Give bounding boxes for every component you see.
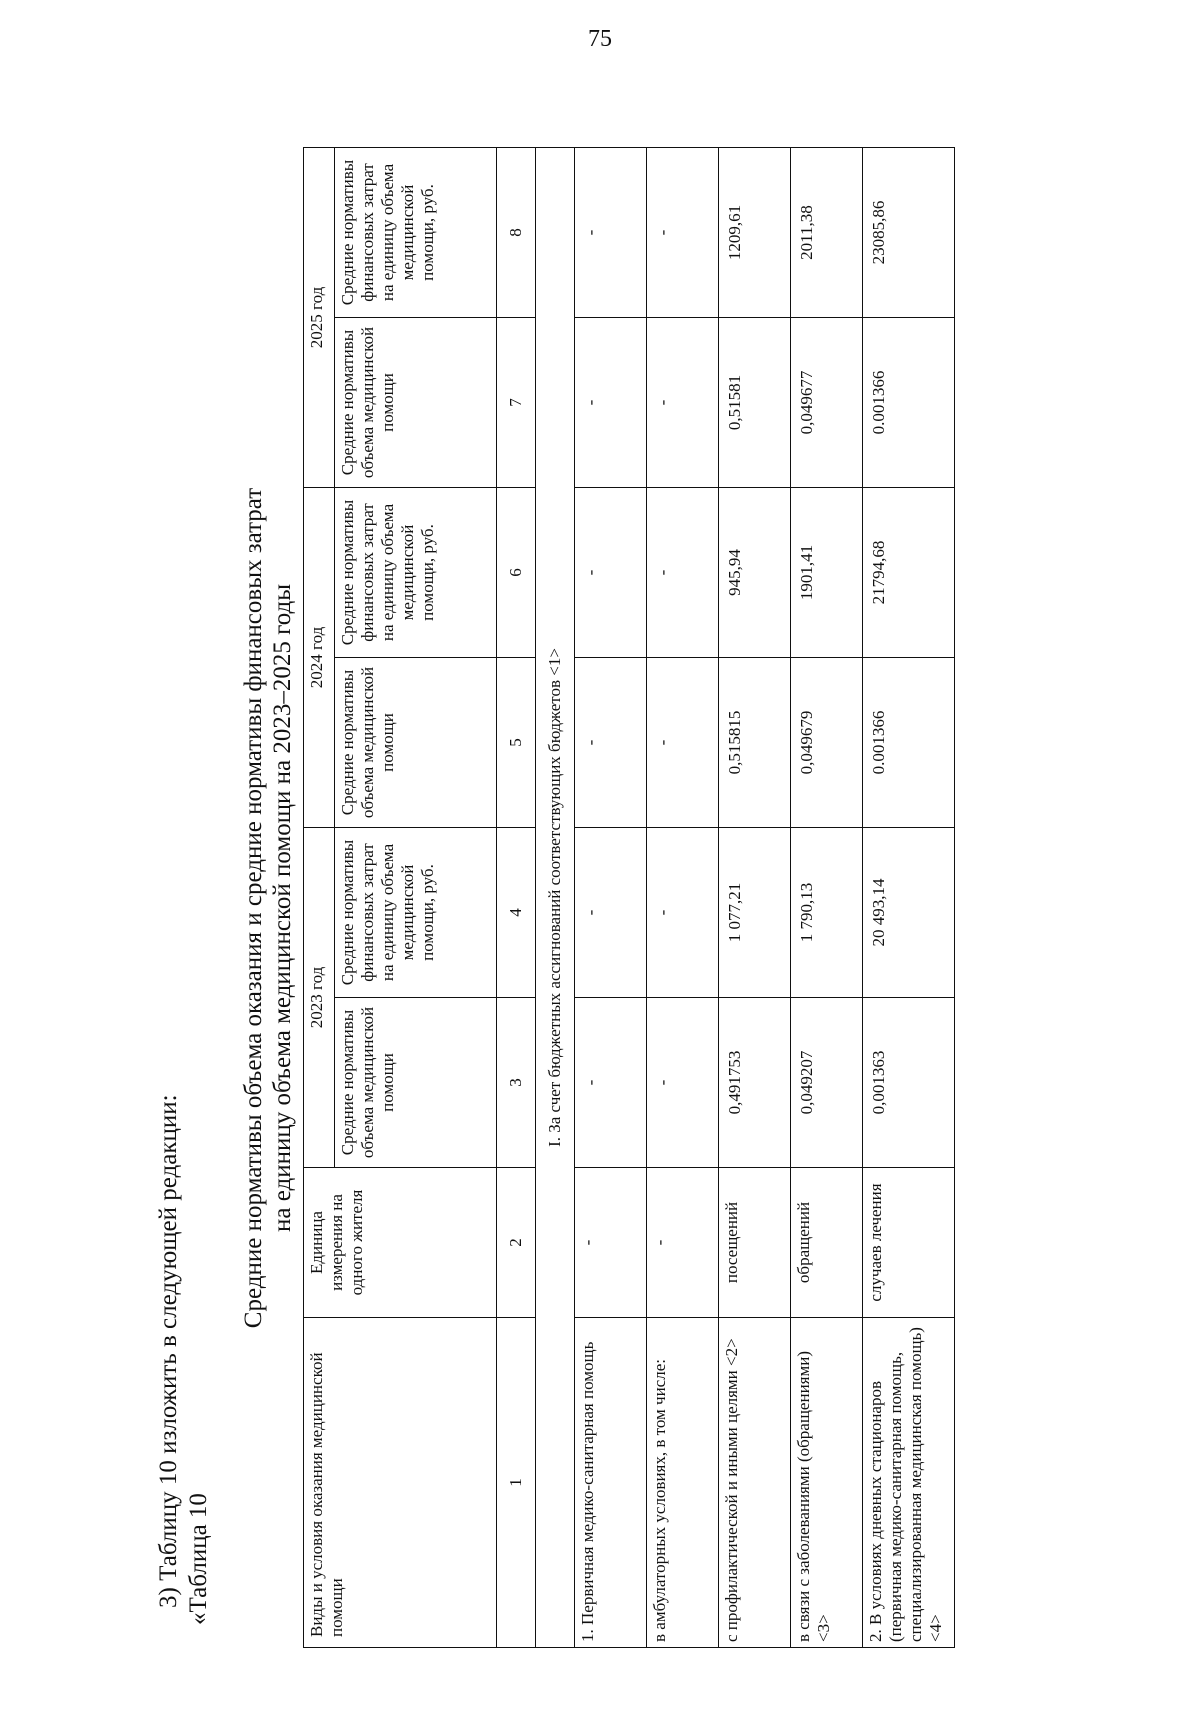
value-volume-2025: 0,51581 <box>719 318 791 488</box>
header-volume-2025: Средние нормативы объема медицинской помощи <box>335 318 497 488</box>
header-cost-2025: Средние нормативы финансовых затрат на единицу объема медицинской помощи, руб. <box>335 148 497 318</box>
value-volume-2023: - <box>575 998 647 1168</box>
row-unit: случаев лечения <box>863 1168 955 1318</box>
value-volume-2024: - <box>647 658 719 828</box>
table-title <box>239 118 297 1698</box>
section-row <box>536 148 575 1648</box>
value-volume-2023: - <box>647 998 719 1168</box>
value-cost-2025: - <box>647 148 719 318</box>
value-cost-2023: - <box>575 828 647 998</box>
norms-table <box>303 147 955 1648</box>
column-number: 5 <box>497 658 536 828</box>
rotated-content <box>155 118 1065 1698</box>
value-cost-2024: 21794,68 <box>863 488 955 658</box>
value-cost-2023: 20 493,14 <box>863 828 955 998</box>
value-volume-2023: 0,049207 <box>791 998 863 1168</box>
table-label: «Таблица 10 <box>185 1493 212 1625</box>
table-row <box>647 148 719 1648</box>
column-number: 3 <box>497 998 536 1168</box>
value-cost-2023: 1 077,21 <box>719 828 791 998</box>
value-volume-2025: 0.001366 <box>863 318 955 488</box>
column-number: 2 <box>497 1168 536 1318</box>
value-cost-2024: 1901,41 <box>791 488 863 658</box>
value-cost-2023: - <box>647 828 719 998</box>
row-name: 2. В условиях дневных стационаров (первичная медико-санитарная помощь, специализированная медицинская помощь) <4> <box>863 1318 955 1648</box>
title-line-2: на единицу объема медицинской помощи на 2023–2025 годы <box>269 583 296 1233</box>
table-row <box>719 148 791 1648</box>
value-cost-2024: 945,94 <box>719 488 791 658</box>
column-number: 8 <box>497 148 536 318</box>
header-volume-2023: Средние нормативы объема медицинской помощи <box>335 998 497 1168</box>
value-volume-2024: 0,515815 <box>719 658 791 828</box>
value-volume-2025: - <box>647 318 719 488</box>
header-kinds: Виды и условия оказания медицинской помощи <box>304 1318 497 1648</box>
table-row <box>791 148 863 1648</box>
row-unit: - <box>647 1168 719 1318</box>
column-number: 1 <box>497 1318 536 1648</box>
header-unit: Единица измерения на одного жителя <box>304 1168 497 1318</box>
value-volume-2023: 0,491753 <box>719 998 791 1168</box>
value-volume-2024: 0,049679 <box>791 658 863 828</box>
value-volume-2023: 0,001363 <box>863 998 955 1168</box>
page-number: 75 <box>588 26 612 52</box>
row-name: в амбулаторных условиях, в том числе: <box>647 1318 719 1648</box>
column-number: 6 <box>497 488 536 658</box>
column-number: 4 <box>497 828 536 998</box>
header-year-2025: 2025 год <box>304 148 335 488</box>
intro-line: 3) Таблицу 10 изложить в следующей редакции: <box>155 1094 182 1608</box>
section-title: I. За счет бюджетных ассигнований соответствующих бюджетов <1> <box>536 148 575 1648</box>
value-cost-2024: - <box>575 488 647 658</box>
row-unit: посещений <box>719 1168 791 1318</box>
row-unit: - <box>575 1168 647 1318</box>
title-line-1: Средние нормативы объема оказания и средние нормативы финансовых затрат <box>240 487 267 1329</box>
value-volume-2025: 0,049677 <box>791 318 863 488</box>
value-volume-2024: 0.001366 <box>863 658 955 828</box>
table-row <box>863 148 955 1648</box>
value-cost-2025: 1209,61 <box>719 148 791 318</box>
header-volume-2024: Средние нормативы объема медицинской помощи <box>335 658 497 828</box>
value-cost-2025: - <box>575 148 647 318</box>
value-cost-2024: - <box>647 488 719 658</box>
value-cost-2025: 23085,86 <box>863 148 955 318</box>
row-name: с профилактической и иными целями <2> <box>719 1318 791 1648</box>
value-cost-2025: 2011,38 <box>791 148 863 318</box>
value-volume-2024: - <box>575 658 647 828</box>
row-name: 1. Первичная медико-санитарная помощь <box>575 1318 647 1648</box>
column-number: 7 <box>497 318 536 488</box>
table-row <box>575 148 647 1648</box>
value-cost-2023: 1 790,13 <box>791 828 863 998</box>
row-name: в связи с заболеваниями (обращениями) <3> <box>791 1318 863 1648</box>
row-unit: обращений <box>791 1168 863 1318</box>
column-numbers-row <box>497 148 536 1648</box>
header-year-2023: 2023 год <box>304 828 335 1168</box>
header-cost-2024: Средние нормативы финансовых затрат на единицу объема медицинской помощи, руб. <box>335 488 497 658</box>
header-year-2024: 2024 год <box>304 488 335 828</box>
header-row-years <box>304 148 335 1648</box>
value-volume-2025: - <box>575 318 647 488</box>
header-cost-2023: Средние нормативы финансовых затрат на единицу объема медицинской помощи, руб. <box>335 828 497 998</box>
